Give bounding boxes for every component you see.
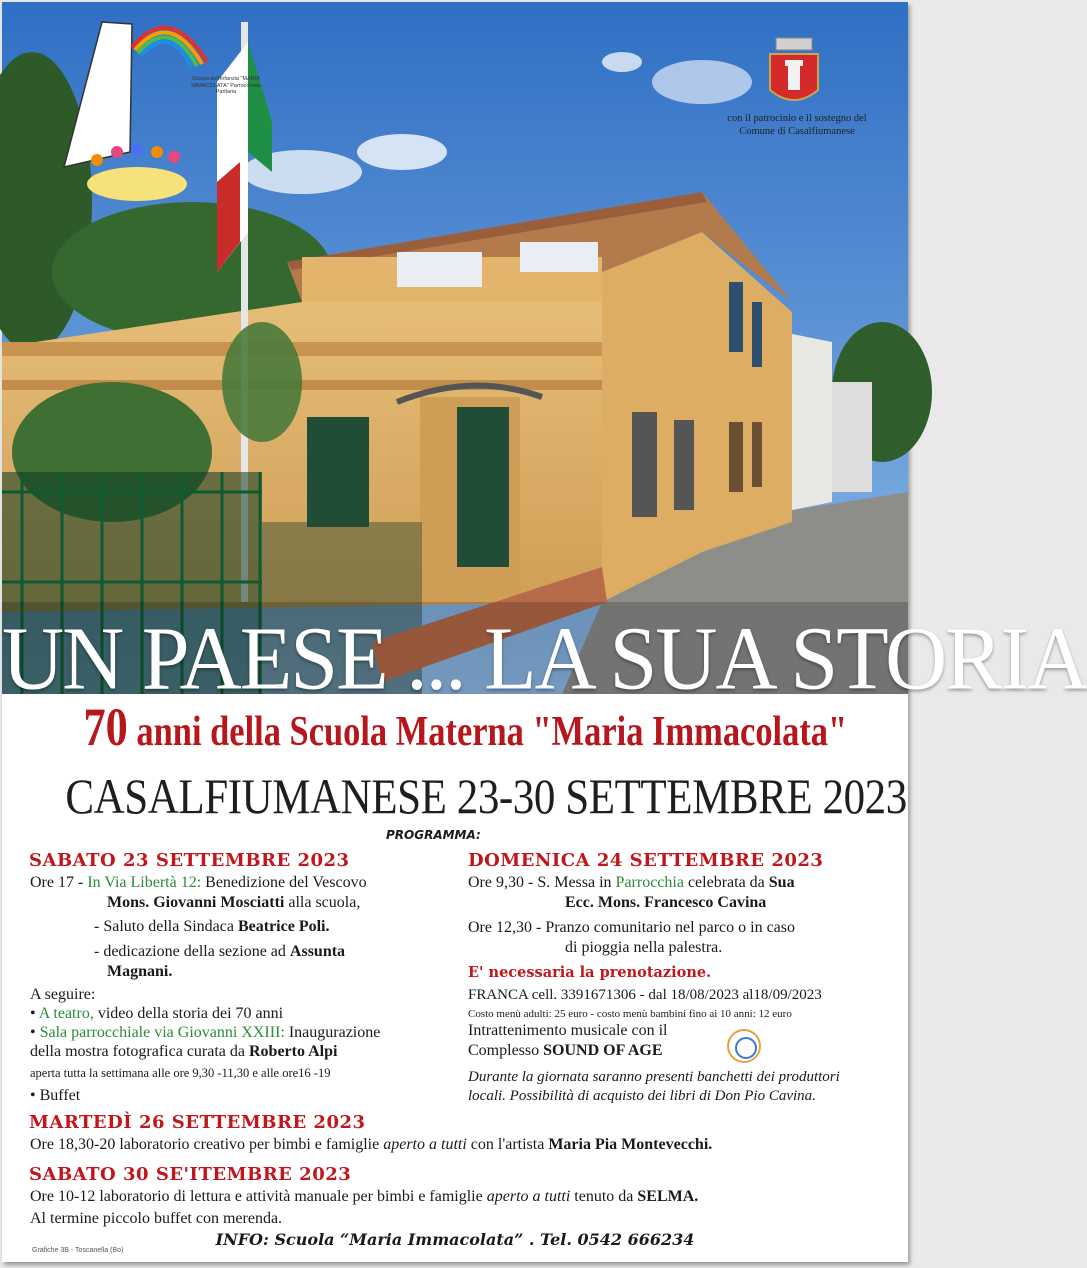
anniversary-number: 70 bbox=[83, 697, 128, 757]
sat23-blessing: Benedizione del Vescovo bbox=[201, 874, 367, 891]
school-photo bbox=[2, 2, 1087, 709]
sponsor-line-2: Comune di Casalfiumanese bbox=[739, 126, 855, 137]
sat23-line-11: • Buffet bbox=[30, 1087, 81, 1104]
anniversary-subtitle bbox=[83, 696, 848, 758]
sun24-parish: Parrocchia bbox=[615, 874, 684, 891]
tue26-open: aperto a tutti bbox=[383, 1136, 467, 1153]
sun24-band-name: SOUND OF AGE bbox=[543, 1042, 663, 1059]
sat30-host: SELMA. bbox=[637, 1188, 699, 1205]
bullet: • bbox=[30, 1005, 39, 1022]
tue26-line-1 bbox=[30, 1136, 712, 1154]
sat30-line-1 bbox=[30, 1188, 698, 1206]
sun24-line-3: Ore 12,30 - Pranzo comunitario nel parco o in caso bbox=[468, 919, 796, 936]
sat23-dedicatee-last: Magnani. bbox=[107, 963, 173, 980]
day-heading-sat23: SABATO 23 SETTEMBRE 2023 bbox=[29, 850, 350, 871]
sun24-line-2 bbox=[565, 894, 766, 912]
sat23-line-4 bbox=[94, 943, 345, 961]
sun24-bishop: Ecc. Mons. Francesco Cavina bbox=[565, 894, 767, 911]
sat23-line-5 bbox=[107, 963, 172, 981]
sun24-mass-time: Ore 9,30 - S. Messa in bbox=[468, 874, 616, 891]
sat23-line-7 bbox=[30, 1005, 283, 1023]
sat23-line-6: A seguire: bbox=[30, 986, 96, 1003]
sat23-theatre: A teatro, bbox=[38, 1005, 94, 1022]
sun24-booking-required: E' necessaria la prenotazione. bbox=[468, 964, 712, 981]
sat23-mayor: Beatrice Poli. bbox=[237, 918, 330, 935]
sat23-line-3 bbox=[94, 918, 329, 936]
print-credit: Grafiche 3B - Toscanella (Bo) bbox=[32, 1247, 124, 1254]
tue26-with: con l'artista bbox=[466, 1136, 549, 1153]
sat23-line-8 bbox=[30, 1024, 380, 1042]
sun24-title: Sua bbox=[768, 874, 795, 891]
sat23-location: In Via Libertà 12: bbox=[87, 874, 202, 891]
school-building-photo bbox=[2, 2, 908, 694]
sat23-time: Ore 17 - bbox=[30, 874, 88, 891]
sun24-contact: FRANCA cell. 3391671306 - dal 18/08/2023 al18/09/2023 bbox=[468, 987, 822, 1003]
bullet: • bbox=[30, 1024, 40, 1041]
tue26-workshop: Ore 18,30-20 laboratorio creativo per bimbi e famiglie bbox=[30, 1136, 384, 1153]
sat23-bishop-rest: alla scuola, bbox=[284, 894, 361, 911]
day-heading-tue26: MARTEDÌ 26 SETTEMBRE 2023 bbox=[29, 1112, 366, 1133]
sun24-music-line-2 bbox=[468, 1042, 663, 1060]
sat23-curator: Roberto Alpi bbox=[249, 1043, 338, 1060]
sun24-prices: Costo menù adulti: 25 euro - costo menù bambini fino ai 10 anni: 12 euro bbox=[468, 1008, 792, 1020]
sat23-bishop: Mons. Giovanni Mosciatti bbox=[107, 894, 285, 911]
sat30-workshop: Ore 10-12 laboratorio di lettura e attività manuale per bimbi e famiglie bbox=[30, 1188, 487, 1205]
anniversary-text: anni della Scuola Materna "Maria Immacolata" bbox=[127, 709, 848, 755]
day-heading-sat30: SABATO 30 SE'ITEMBRE 2023 bbox=[29, 1164, 352, 1185]
sun24-line-4: di pioggia nella palestra. bbox=[565, 939, 723, 956]
sun24-note-1: Durante la giornata saranno presenti banchetti dei produttori bbox=[468, 1069, 840, 1085]
programma-label: PROGRAMMA: bbox=[386, 828, 481, 842]
sat30-line-2: Al termine piccolo buffet con merenda. bbox=[30, 1210, 283, 1227]
sun24-line-1 bbox=[468, 874, 795, 892]
sun24-note-2: locali. Possibilità di acquisto dei libri di Don Pio Cavina. bbox=[468, 1088, 816, 1104]
sat30-held-by: tenuto da bbox=[570, 1188, 638, 1205]
sat23-parish-hall: Sala parrocchiale via Giovanni XXIII: bbox=[39, 1024, 285, 1041]
sat23-greeting: - Saluto della Sindaca bbox=[94, 918, 238, 935]
coat-of-arms-icon bbox=[770, 38, 818, 100]
sat23-video: video della storia dei 70 anni bbox=[93, 1005, 284, 1022]
headline: UN PAESE ... LA SUA STORIA bbox=[2, 607, 1087, 709]
place-and-date: CASALFIUMANESE 23-30 SETTEMBRE 2023 bbox=[65, 768, 907, 824]
sat23-dedicatee-first: Assunta bbox=[289, 943, 346, 960]
sat23-line-1 bbox=[30, 874, 367, 892]
sat23-inauguration: Inaugurazione bbox=[284, 1024, 381, 1041]
info-contact: INFO: Scuola “Maria Immacolata” . Tel. 0542 666234 bbox=[215, 1230, 695, 1249]
poster bbox=[2, 2, 1087, 1262]
sun24-music-line-1: Intrattenimento musicale con il bbox=[468, 1022, 668, 1039]
tue26-artist: Maria Pia Montevecchi. bbox=[548, 1136, 713, 1153]
sat30-open: aperto a tutti bbox=[486, 1188, 571, 1205]
sponsor-note bbox=[702, 112, 892, 138]
day-heading-sun24: DOMENICA 24 SETTEMBRE 2023 bbox=[468, 850, 824, 871]
sun24-band-prefix: Complesso bbox=[468, 1042, 544, 1059]
sun24-celebrated-by: celebrata da bbox=[683, 874, 769, 891]
sat23-line-9 bbox=[30, 1043, 337, 1061]
sat23-line-10: aperta tutta la settimana alle ore 9,30 -11,30 e alle ore16 -19 bbox=[30, 1066, 331, 1080]
sponsor-line-1: con il patrocinio e il sostegno del bbox=[727, 113, 867, 124]
sat23-exhibition: della mostra fotografica curata da bbox=[30, 1043, 249, 1060]
school-logo-text: Scuola dell'infanzia "MARIA IMMACOLATA" Parrocchiale Paritaria bbox=[191, 76, 261, 95]
sat23-dedication: - dedicazione della sezione ad bbox=[94, 943, 290, 960]
sat23-line-2 bbox=[107, 894, 360, 912]
band-logo-icon bbox=[727, 1029, 761, 1063]
